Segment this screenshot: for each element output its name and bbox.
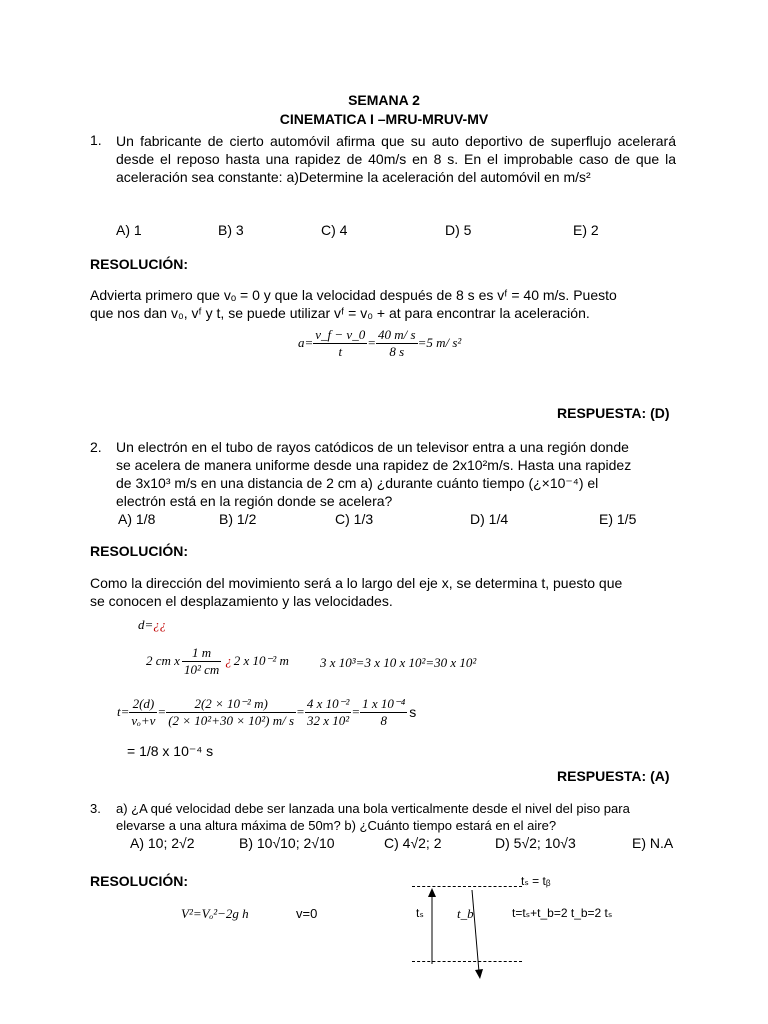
q3-option-b: B) 10√10; 2√10 <box>239 835 335 851</box>
q2-explanation-line2: se conocen el desplazamiento y las velocidades. <box>90 593 393 609</box>
q2-t-fraction-1 <box>129 696 157 729</box>
q3-resolution-label: RESOLUCIÓN: <box>90 873 188 889</box>
q2-conversion <box>146 641 289 681</box>
label-tb: t_b <box>457 906 474 921</box>
q2-t-fraction-2 <box>166 696 296 729</box>
q2-option-e: E) 1/5 <box>599 511 637 527</box>
q1-formula-result: =5 m/ s² <box>417 335 462 350</box>
q2-option-a: A) 1/8 <box>118 511 156 527</box>
q2-t-den3: 32 x 10² <box>307 712 350 728</box>
q2-t-den1: vₒ+v <box>131 712 156 728</box>
q2-answer: RESPUESTA: (A) <box>557 768 670 784</box>
q2-line4: electrón está en la región donde se acelera? <box>116 493 393 509</box>
q2-line3: de 3x10³ m/s en una distancia de 2 cm a) ¿durante cuánto tiempo (¿×10⁻⁴) el <box>116 475 599 491</box>
q1-explanation-line2: que nos dan v₀, vᶠ y t, se puede utilizar vᶠ = v₀ + at para encontrar la aceleración. <box>90 305 590 321</box>
q1-option-b: B) 3 <box>218 222 244 238</box>
q2-conv-result: 2 x 10⁻² m <box>233 653 289 668</box>
q1-number: 1. <box>90 132 102 148</box>
q2-conv-red: ¿ <box>225 653 232 668</box>
label-ts: tₛ <box>416 906 424 920</box>
page-title: CINEMATICA I –MRU-MRUV-MV <box>279 111 489 127</box>
q2-d-label: d= <box>138 617 154 632</box>
q3-option-a: A) 10; 2√2 <box>130 835 195 851</box>
q2-time-formula: t= $\frac{2(d)}{\text{vₒ+v}}$ = $\frac{\text{2(2 × 10⁻² m)}}{\text{(2 × 10²+30 × 10²) m/ s}}$ = $\frac{\text{4 x 10⁻²}}{\text{32 x 10²}}$ = $\frac{\text{1 x 10⁻⁴}}{8}$ s <box>117 695 417 728</box>
trajectory-arrows <box>410 880 530 980</box>
total-time: t=tₛ+t_b=2 t_b=2 tₛ <box>512 906 613 920</box>
q1-explanation-line1: Advierta primero que vₒ = 0 y que la velocidad después de 8 s es vᶠ = 40 m/s. Puesto <box>90 287 617 303</box>
q1-fraction-1 <box>313 327 367 360</box>
q2-option-c: C) 1/3 <box>335 511 374 527</box>
q1-resolution-label: RESOLUCIÓN: <box>90 256 188 272</box>
q2-t-lhs: t= <box>117 704 130 719</box>
q3-v-zero: v=0 <box>296 906 318 921</box>
q1-option-c: C) 4 <box>321 222 348 238</box>
q2-d-red: ¿¿ <box>153 617 167 632</box>
q3-line2: elevarse a una altura máxima de 50m? b) ¿Cuánto tiempo estará en el aire? <box>116 818 557 833</box>
q2-power-equation: 3 x 10³=3 x 10 x 10²=30 x 10² <box>320 655 477 670</box>
q2-explanation-line1: Como la dirección del movimiento será a lo largo del eje x, se determina t, puesto que <box>90 575 623 591</box>
q2-t-num4: 1 x 10⁻⁴ <box>362 695 406 711</box>
q2-t-den2: (2 × 10²+30 × 10²) m/ s <box>168 712 295 728</box>
q2-t-fraction-4 <box>360 696 407 729</box>
q2-conv-num: 1 m <box>182 645 221 662</box>
q2-d-line <box>138 617 166 633</box>
q2-t-unit: s <box>409 704 417 720</box>
q3-option-e: E) N.A <box>632 835 674 851</box>
q1-fraction-1-num: v_f − v_0 <box>315 326 366 342</box>
q1-answer: RESPUESTA: (D) <box>557 405 670 421</box>
q2-t-fraction-3 <box>305 696 352 729</box>
q2-conv-left: 2 cm x <box>146 653 180 668</box>
q1-fraction-2 <box>376 327 418 360</box>
q2-conv-fraction <box>182 645 221 678</box>
q2-option-b: B) 1/2 <box>219 511 257 527</box>
q2-conv-den: 10² cm <box>183 661 220 677</box>
q1-fraction-2-num: 40 m/ s <box>378 326 416 342</box>
q2-t-den4: 8 <box>380 712 387 728</box>
q2-t-num1: 2(d) <box>129 696 157 713</box>
q1-fraction-1-den: t <box>338 343 343 359</box>
q1-option-d: D) 5 <box>445 222 472 238</box>
q2-option-d: D) 1/4 <box>470 511 509 527</box>
q1-formula-eq: = <box>367 335 376 350</box>
q3-option-d: D) 5√2; 10√3 <box>495 835 576 851</box>
q2-t-num2: 2(2 × 10⁻² m) <box>166 696 296 713</box>
q1-option-e: E) 2 <box>573 222 599 238</box>
q1-fraction-2-den: 8 s <box>389 343 405 359</box>
q2-number: 2. <box>90 439 102 455</box>
down-arrow-line <box>472 890 479 972</box>
q1-option-a: A) 1 <box>116 222 142 238</box>
q3-number: 3. <box>90 801 101 816</box>
up-arrow-icon <box>428 888 436 897</box>
q2-resolution-label: RESOLUCIÓN: <box>90 543 188 559</box>
q1-formula-lhs: a= <box>298 335 314 350</box>
down-arrow-icon <box>475 969 483 979</box>
q1-formula <box>298 325 461 361</box>
ts-equals-tb: tₛ = tᵦ <box>521 874 551 888</box>
week-heading: SEMANA 2 <box>348 92 420 108</box>
q3-line1: a) ¿A qué velocidad debe ser lanzada una bola verticalmente desde el nivel del piso para <box>116 801 630 816</box>
q1-text: Un fabricante de cierto automóvil afirma que su auto deportivo de superflujo acelerará desde el reposo hasta una rapidez de 40m/s en 8 s. En el improbable caso de que la aceleración sea constante: a)Determine la aceleración del automóvil en m/s² <box>116 133 676 185</box>
q2-line1: Un electrón en el tubo de rayos catódicos de un televisor entra a una región donde <box>116 439 629 455</box>
q2-time-result: = 1/8 x 10⁻⁴ s <box>127 743 214 759</box>
q2-t-num3: 4 x 10⁻² <box>306 695 350 711</box>
q3-formula: V²=Vₒ²−2g h <box>181 906 249 921</box>
q3-option-c: C) 4√2; 2 <box>384 835 442 851</box>
q2-line2: se acelera de manera uniforme desde una rapidez de 2x10²m/s. Hasta una rapidez <box>116 457 632 473</box>
